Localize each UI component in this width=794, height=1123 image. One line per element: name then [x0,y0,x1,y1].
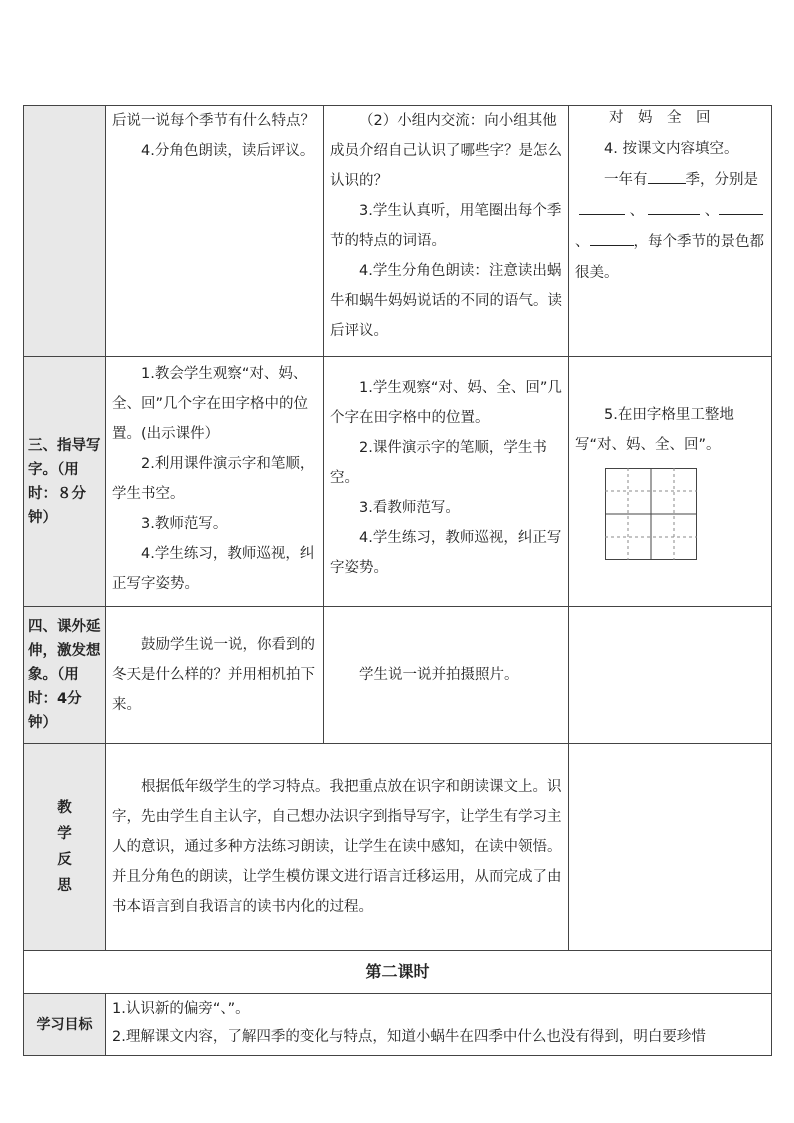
stage-cell: 三、指导写字。（用时：８分钟） [24,357,106,607]
text-line: （2）小组内交流：向小组其他成员介绍自己认识了哪些字？是怎么认识的？ [330,113,562,189]
text-line: 3.教师范写。 [141,516,228,532]
text-line: 3.学生认真听，用笔圈出每个季节的特点的词语。 [330,203,562,249]
table-row [24,744,772,951]
text-line: 5.在田字格里工整地写“对、妈、全、回”。 [575,407,734,453]
table-row [24,106,772,357]
fill-line [575,165,765,289]
fill-text: 、 [629,203,645,219]
reflection-empty-cell [569,744,772,951]
reflection-text-cell [106,744,569,951]
text-line: 2.利用课件演示字和笔顺，学生书空。 [112,456,315,502]
tianzige-box-icon [605,468,697,560]
text-line: 1.学生观察“对、妈、全、回”几个字在田字格中的位置。 [330,380,562,426]
goal-item: 2.理解课文内容，了解四季的变化与特点，知道小蜗牛在四季中什么也没有得到，明白要珍惜 [112,1029,706,1045]
char-list: 对 妈 全 回 [609,110,711,126]
teacher-activity-cell [106,357,324,607]
fill-text: 一年有 [604,172,648,188]
table-row [24,994,772,1056]
reflection-text: 根据低年级学生的学习特点。我把重点放在识字和朗读课文上。识字，先由学生自主认字，自己想办法识字到指导写字，让学生有学习主人的意识，通过多种方法练习朗读，让学生在读中感知，在读中领悟。并且分角色的朗读，让学生模仿课文进行语言迁移运用，从而完成了由书本语言到自我语言的读书内化的过程。 [112,779,562,915]
student-activity-cell [324,357,569,607]
stage-cell: 四、课外延伸，激发想象。（用时：4分钟） [24,607,106,744]
reflection-char: 思 [57,878,72,894]
lesson-plan-page [23,105,771,1056]
reflection-title [24,744,106,951]
practice-cell [569,106,772,357]
lesson-plan-table [23,105,772,1056]
student-activity-cell [324,106,569,357]
table-row [24,951,772,994]
reflection-char: 学 [57,826,72,842]
reflection-char: 教 [57,800,72,816]
table-row [24,357,772,607]
fill-blank [590,227,634,246]
fill-blank [648,165,686,184]
fill-blank [719,196,763,215]
text-line: 2.课件演示字的笔顺，学生书空。 [330,440,547,486]
fill-text: 季，分别是 [685,172,758,188]
fill-blank [579,196,625,215]
fill-text: 、 [704,203,720,219]
student-activity-cell [324,607,569,744]
goal-label: 学习目标 [24,994,106,1056]
teacher-activity-cell [106,607,324,744]
lesson-title: 第二课时 [24,951,772,994]
text-line: 4.学生练习，教师巡视，纠正写字姿势。 [330,530,562,576]
practice-cell-empty [569,607,772,744]
text-line: 1.教会学生观察“对、妈、全、回”几个字在田字格中的位置。(出示课件） [112,366,309,442]
reflection-char: 反 [57,852,72,868]
goal-cell [106,994,772,1056]
table-row [24,607,772,744]
text-line: 4.学生练习，教师巡视，纠正写字姿势。 [112,546,315,592]
text-line: 鼓励学生说一说，你看到的冬天是什么样的？并用相机拍下来。 [112,637,315,713]
fill-text: 、 [575,234,590,250]
fill-question: 4. 按课文内容填空。 [604,141,739,157]
tianzige-grid [575,460,765,571]
fill-text: ，每个季节的景色都很美。 [575,234,764,281]
practice-cell [569,357,772,607]
teacher-activity-cell [106,106,324,357]
text-line: 后说一说每个季节有什么特点？ [112,113,315,129]
goal-item: 1.认识新的偏旁“、”。 [112,1001,250,1017]
text-line: 4.分角色朗读，读后评议。 [141,143,315,159]
text-line: 3.看教师范写。 [359,500,460,516]
stage-cell-empty [24,106,106,357]
text-line: 学生说一说并拍摄照片。 [359,667,519,683]
fill-blank [648,196,700,215]
text-line: 4.学生分角色朗读：注意读出蜗牛和蜗牛妈妈说话的不同的语气。读后评议。 [330,263,562,339]
